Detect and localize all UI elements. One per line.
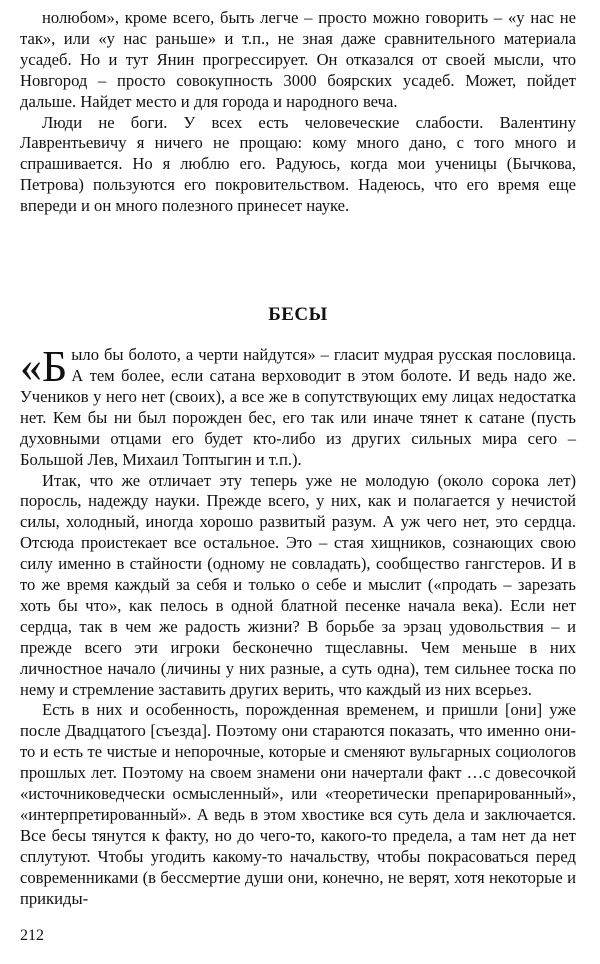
intro-paragraph-1: нолюбом», кроме всего, быть легче – просто можно говорить – «у нас не так», или «у нас раньше» и т.п., не зная даже сравнительного материала усадеб. Но и тут Янин прогрессирует. Он отказался от своей мысли, что Новгород – просто совокупность 3000 боярских усадеб. Может, пойдет дальше. Найдет место и для города и народного веча. [20,8,576,111]
section-title: БЕСЫ [268,304,328,326]
section-paragraph-1 [20,342,576,470]
section-paragraph-3: Есть в них и особенность, порожденная временем, и пришли [они] уже после Двадцатого [съезда]. Поэтому они стараются показать, что именно они-то и есть те чистые и непорочные, которые и сменяют вульгарных социологов прошлых лет. Поэтому на своем знамени они начертали факт …с довесочкой «источниковедчески осмысленный», или «теоретически препарированный», «интерпретированный». А ведь в этом хвостике вся суть дела и заключается. Все бесы тянутся к факту, но до чего-то, какого-то предела, а там нет да нет сплутуют. Чтобы угодить какому-то начальству, чтобы покрасоваться перед современниками (в бессмертие души они, конечно, не верят, хотя некоторые и прикиды- [20,700,576,908]
intro-paragraph-2: Люди не боги. У всех есть человеческие слабости. Валентину Лаврентьевичу я ничего не прощаю: кому много дано, с того много и спрашивается. Но я люблю его. Радуюсь, когда мои ученицы (Бычкова, Петрова) пользуются его покровительством. Надеюсь, что его время еще впереди и он много полезного принесет науке. [20,112,576,216]
drop-cap: «Б [20,342,68,392]
section-paragraph-1-text: ыло бы болото, а черти найдутся» – гласит мудрая русская пословица. А тем более, если сатана верховодит в этом болоте. И ведь надо же. Учеников у него нет (своих), а все же в сопутствующих ему лицах недостатка нет. Кем бы ни был порожден бес, его так или иначе тянет к сатане (пусть духовными отцами его будет кто-либо из других сильных мира сего – Большой Лев, Михаил Топтыгин и т.п.). [20,345,576,469]
section-paragraph-2: Итак, что же отличает эту теперь уже не молодую (около сорока лет) поросль, надежду науки. Прежде всего, у них, как и полагается у нечистой силы, холодный, иногда хорошо развитый разум. А уж чего нет, это сердца. Отсюда проистекает все остальное. Это – стая хищников, сознающих свою силу именно в стайности (одному не совладать), сообщество гангстеров. И в то же время каждый за себя и только о себе и мыслит («продать – зарезать хоть бы что», как пелось в одной блатной песенке начала века). Если нет сердца, так в чем же радость жизни? В борьбе за эрзац удовольствия – и прежде всего эти игроки бесконечно тщеславны. Чем меньше в них личностное начало (личины у них разные, а суть одна), тем сильнее тоска по нему и стремление заставить других верить, что каждый из них всерьез. [20,470,576,699]
page-number: 212 [20,927,44,944]
book-page [20,8,576,910]
